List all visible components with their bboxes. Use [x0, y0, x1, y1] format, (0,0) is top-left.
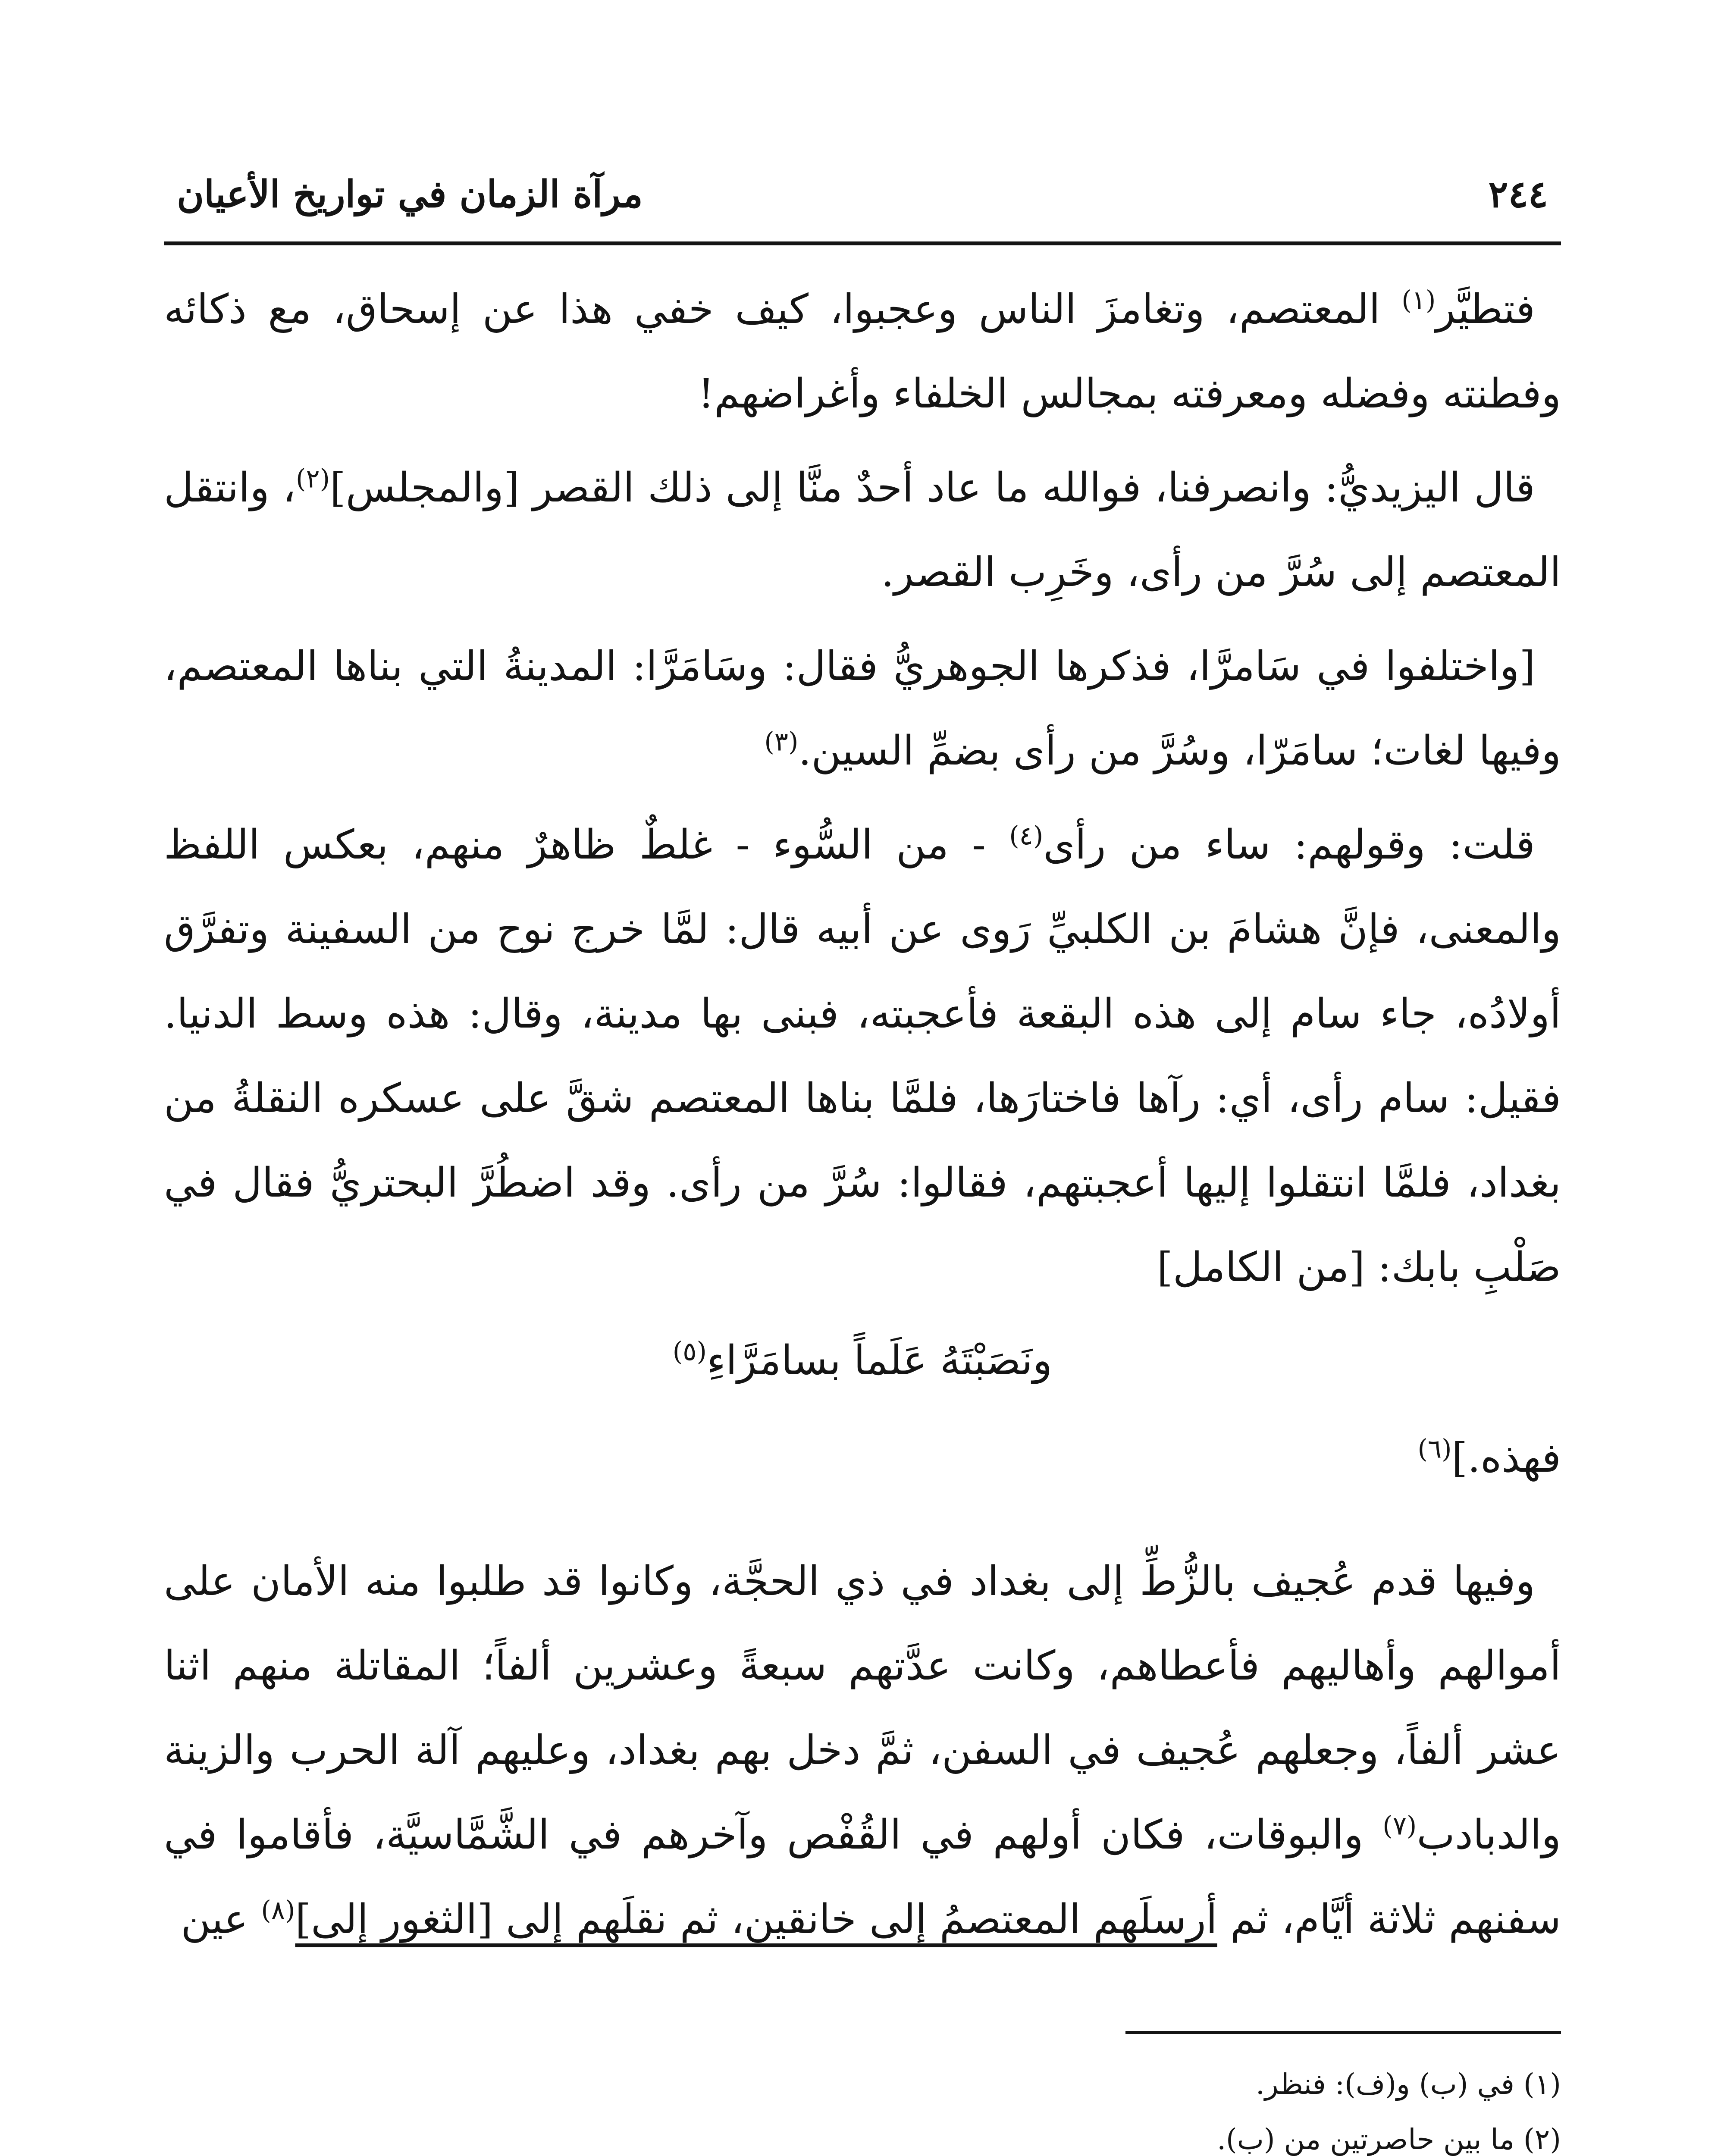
- paragraph-1-text-start: فتطيَّر: [1436, 286, 1535, 333]
- page-header: [164, 155, 1561, 245]
- footnote-ref-2: (٢): [296, 464, 330, 494]
- paragraph-6-underlined-text: أرسلَهم المعتصمُ إلى خانقين، ثم نقلَهم إلى [الثغور إلى]: [295, 1896, 1217, 1943]
- paragraph-4: [164, 803, 1561, 1310]
- paragraph-gap: [164, 793, 1561, 803]
- footnote-divider: [1125, 2031, 1561, 2034]
- footnote-ref-3: (٣): [764, 727, 799, 757]
- section-gap: [164, 1501, 1561, 1539]
- page-number: ٢٤٤: [1488, 172, 1548, 216]
- footnote-ref-6: (٦): [1417, 1434, 1452, 1464]
- verse-line: [164, 1310, 1561, 1416]
- footnote-ref-4: (٤): [1009, 821, 1044, 851]
- paragraph-2: [164, 446, 1561, 615]
- paragraph-6: [164, 1539, 1561, 1962]
- footnote-ref-5: (٥): [672, 1336, 707, 1367]
- paragraph-3-text-start: [واختلفوا في سَامرَّا، فذكرها الجوهريُّ فقال: وسَامَرَّا: المدينةُ التي بناها المعتصم، وفيها لغات؛ سامَرّا، وسُرَّ من رأى بضمِّ السين.: [164, 643, 1561, 774]
- paragraph-5-text: فهذه.]: [1451, 1435, 1561, 1482]
- paragraph-2-text-end: ، وانتقل المعتصم إلى سُرَّ من رأى، وخَرِب القصر.: [164, 464, 1561, 596]
- paragraph-gap: [164, 436, 1561, 446]
- verse-text: ونَصَبْتَهُ عَلَماً بسامَرَّاءِ: [706, 1337, 1053, 1384]
- footnote-1: (١) في (ب) و(ف): فنظر.: [1255, 2068, 1561, 2101]
- paragraph-4-text-start: قلت: وقولهم: ساء من رأى: [1043, 821, 1535, 868]
- paragraph-2-text-start: قال اليزيديُّ: وانصرفنا، فوالله ما عاد أحدٌ منَّا إلى ذلك القصر [والمجلس]: [330, 464, 1535, 511]
- paragraph-1: [164, 267, 1561, 436]
- paragraph-gap: [164, 615, 1561, 624]
- paragraph-1-text-end: المعتصم، وتغامزَ الناس وعجبوا، كيف خفي هذا عن إسحاق، مع ذكائه وفطنته وفضله ومعرفته بمجالس الخلفاء وأغراضهم!: [164, 286, 1561, 417]
- footnotes: [164, 2057, 1561, 2156]
- book-page: [164, 155, 1561, 2156]
- paragraph-6-text-end: عين: [181, 1896, 261, 1943]
- paragraph-3: [164, 624, 1561, 793]
- paragraph-5: [164, 1416, 1561, 1501]
- paragraph-4-text-end: - من السُّوء - غلطٌ ظاهرٌ منهم، بعكس اللفظ والمعنى، فإنَّ هشامَ بن الكلبيِّ رَوى عن أبيه قال: لمَّا خرج نوح من السفينة وتفرَّق أولادُه، جاء سام إلى هذه البقعة فأعجبته، فبنى بها مدينة، وقال: هذه وسط الدنيا. فقيل: سام رأى، أي: رآها فاختارَها، فلمَّا بناها المعتصم شقَّ على عسكره النقلةُ من بغداد، فلمَّا انتقلوا إليها أعجبتهم، فقالوا: سُرَّ من رأى. وقد اضطُرَّ البحتريُّ فقال في صَلْبِ بابك: [من الكامل]: [164, 821, 1561, 1291]
- footnote-ref-8: (٨): [261, 1895, 295, 1926]
- paragraph-6-text-middle: والبوقات، فكان أولهم في القُفْص وآخرهم في الشَّمَّاسيَّة، فأقاموا في سفنهم ثلاثة أيَّام، ثم: [164, 1811, 1561, 1943]
- footnote-2: (٢) ما بين حاصرتين من (ب).: [1217, 2123, 1561, 2156]
- running-title: مرآة الزمان في تواريخ الأعيان: [177, 172, 643, 216]
- footnote-ref-7: (٧): [1382, 1811, 1417, 1841]
- paragraph-6-text-start: وفيها قدم عُجيف بالزُّطِّ إلى بغداد في ذي الحجَّة، وكانوا قد طلبوا منه الأمان على أموالهم وأهاليهم فأعطاهم، وكانت عدَّتهم سبعةً وعشرين ألفاً؛ المقاتلة منهم اثنا عشر ألفاً، وجعلهم عُجيف في السفن، ثمَّ دخل بهم بغداد، وعليهم آلة الحرب والزينة والدبادب: [164, 1558, 1561, 1858]
- footnote-ref-1: (١): [1401, 285, 1436, 316]
- main-text: [164, 267, 1561, 1962]
